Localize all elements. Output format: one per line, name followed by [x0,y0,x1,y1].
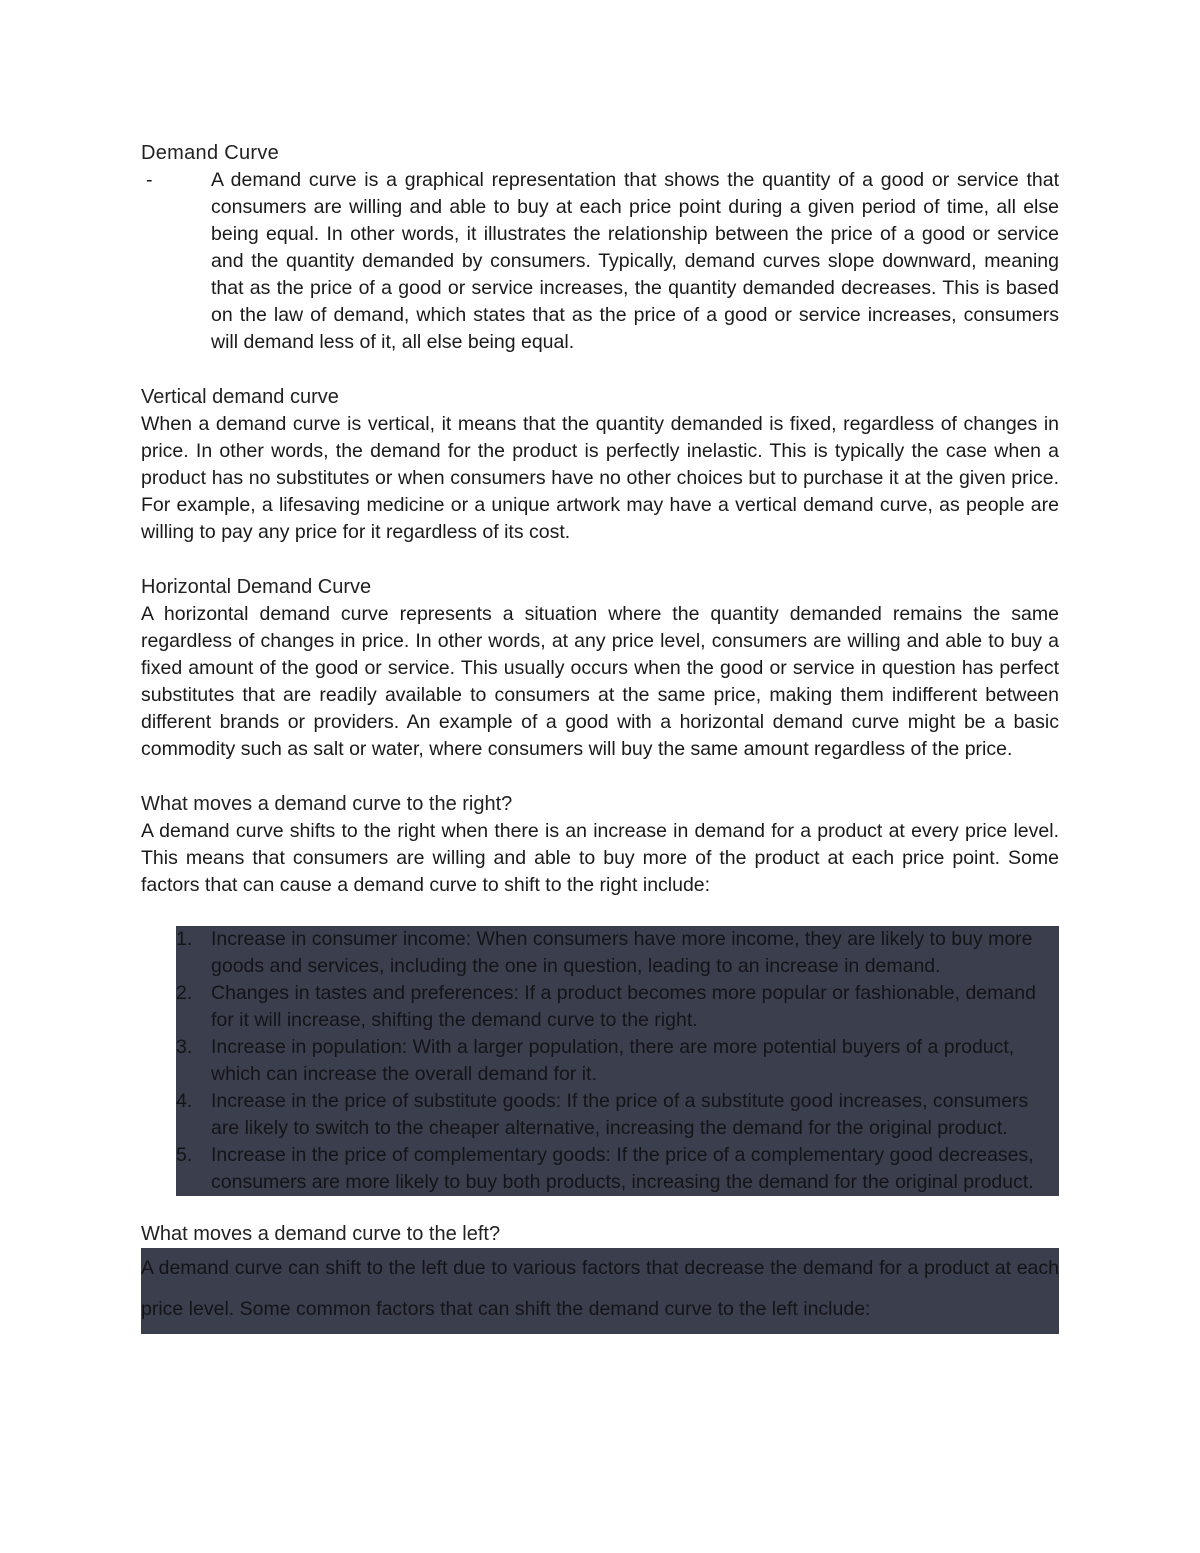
document-page [141,139,1059,1334]
list-number: 1. [176,928,193,950]
list-item [176,980,1059,1034]
intro-bullet-item [141,167,1059,356]
list-number: 4. [176,1090,193,1112]
list-item [176,1142,1059,1196]
section-heading-right-shift: What moves a demand curve to the right? [141,793,513,815]
intro-bullet-list [141,167,1059,356]
vertical-paragraph: When a demand curve is vertical, it means that the quantity demanded is fixed, regardless of changes in price. In other words, the demand for the product is perfectly inelastic. This is typically the case when a product has no substitutes or when consumers have no other choices but to purchase it at the given price. For example, a lifesaving medicine or a unique artwork may have a vertical demand curve, as people are willing to pay any price for it regardless of its cost. [141,413,1059,543]
horizontal-paragraph: A horizontal demand curve represents a situation where the quantity demanded remains the same regardless of changes in price. In other words, at any price level, consumers are willing and able to buy a fixed amount of the good or service. This usually occurs when the good or service in question has perfect substitutes that are readily available to consumers at the same price, making them indifferent between different brands or providers. An example of a good with a horizontal demand curve might be a basic commodity such as salt or water, where consumers will buy the same amount regardless of the price. [141,603,1059,760]
section-heading-left-shift: What moves a demand curve to the left? [141,1223,501,1245]
list-item-text: Increase in consumer income: When consumers have more income, they are likely to buy more goods and services, including the one in question, leading to an increase in demand. [211,928,1033,977]
bullet-dash: - [146,169,153,191]
right-shift-factor-list [176,926,1059,1196]
list-number: 5. [176,1144,193,1166]
section-horizontal [141,573,1059,763]
list-item [176,1088,1059,1142]
section-right-shift [141,790,1059,1196]
section-left-shift [141,1220,1059,1334]
list-item-text: Increase in the price of substitute goods: If the price of a substitute good increases, consumers are likely to switch to the cheaper alternative, increasing the demand for the original product. [211,1090,1029,1139]
section-heading-demand-curve: Demand Curve [141,142,280,164]
right-shift-paragraph: A demand curve shifts to the right when there is an increase in demand for a product at every price level. This means that consumers are willing and able to buy more of the product at each price point. Some factors that can cause a demand curve to shift to the right include: [141,820,1059,896]
list-number: 3. [176,1036,193,1058]
section-vertical [141,383,1059,546]
intro-bullet-text: A demand curve is a graphical representation that shows the quantity of a good or service that consumers are willing and able to buy at each price point during a given period of time, all else being equal. In other words, it illustrates the relationship between the price of a good or service and the quantity demanded by consumers. Typically, demand curves slope downward, meaning that as the price of a good or service increases, the quantity demanded decreases. This is based on the law of demand, which states that as the price of a good or service increases, consumers will demand less of it, all else being equal. [211,169,1059,353]
section-heading-horizontal: Horizontal Demand Curve [141,576,372,598]
section-heading-vertical: Vertical demand curve [141,386,339,408]
list-item [176,926,1059,980]
list-item-text: Increase in population: With a larger population, there are more potential buyers of a product, which can increase the overall demand for it. [211,1036,1015,1085]
list-item-text: Changes in tastes and preferences: If a product becomes more popular or fashionable, demand for it will increase, shifting the demand curve to the right. [211,982,1036,1031]
left-shift-paragraph: A demand curve can shift to the left due to various factors that decrease the demand for a product at each price level. Some common factors that can shift the demand curve to the left include: [141,1248,1059,1334]
list-item-text: Increase in the price of complementary goods: If the price of a complementary good decreases, consumers are more likely to buy both products, increasing the demand for the original product. [211,1144,1034,1193]
list-item [176,1034,1059,1088]
list-number: 2. [176,982,193,1004]
